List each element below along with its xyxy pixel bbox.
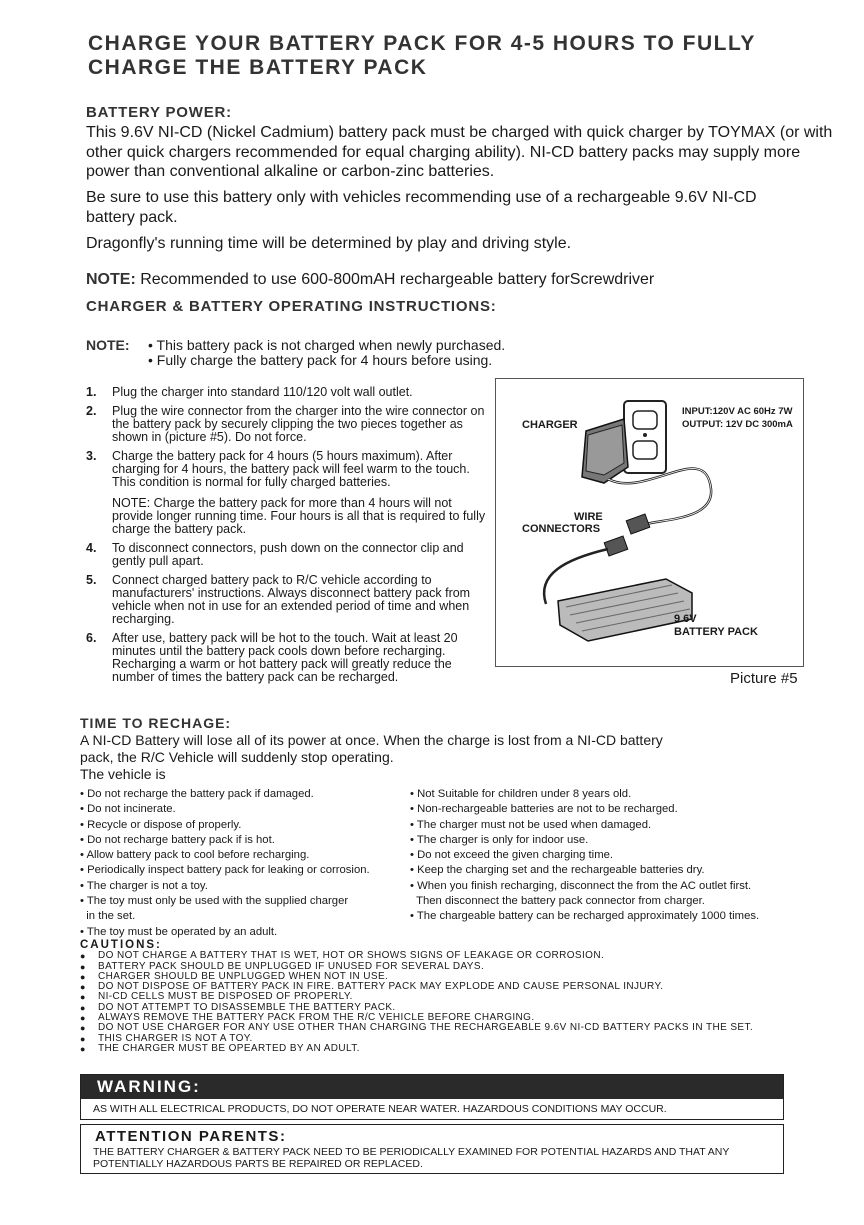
step-number: 3. [86, 449, 97, 463]
safety-list-left [80, 787, 410, 940]
step-text: Connect charged battery pack to R/C vehicle according to manufacturers' instructions. Always disconnect battery pack from vehicle when not in use for an extended period of time and when recharging. [112, 573, 471, 626]
battery-note-text: Recommended to use 600-800mAH rechargeable battery forScrewdriver [135, 271, 655, 288]
attention-text: THE BATTERY CHARGER & BATTERY PACK NEED TO BE PERIODICALLY EXAMINED FOR POTENTIAL HAZARDS AND THAT ANY POTENTIALLY HAZARDOUS PARTS BE REPAIRED OR REPLACED. [93, 1146, 730, 1170]
instructions-note-label: NOTE: [86, 337, 130, 353]
safety-item: • Allow battery pack to cool before recharging. [80, 849, 310, 862]
step-5 [86, 574, 496, 626]
step-text: Charge the battery pack for 4 hours (5 hours maximum). After charging for 4 hours, the battery pack will feel warm to the touch. This condition is normal for fully charged batteries. [112, 449, 470, 489]
attention-heading: ATTENTION PARENTS: [95, 1128, 287, 1145]
safety-item: Then disconnect the battery pack connector from charger. [410, 895, 705, 908]
step-number: 5. [86, 573, 97, 587]
caution-item: ● ALWAYS REMOVE THE BATTERY PACK FROM THE R/C VEHICLE BEFORE CHARGING. [80, 1013, 800, 1023]
safety-item: • Keep the charging set and the rechargeable batteries dry. [410, 864, 705, 877]
instructions-heading: CHARGER & BATTERY OPERATING INSTRUCTIONS: [86, 298, 497, 315]
step-text: Plug the charger into standard 110/120 volt wall outlet. [112, 385, 413, 399]
safety-item: • The charger must not be used when damaged. [410, 818, 652, 831]
attention-box [80, 1124, 784, 1174]
safety-item: • The charger is not a toy. [80, 879, 208, 892]
battery-power-paragraph-1: This 9.6V NI-CD (Nickel Cadmium) battery pack must be charged with quick charger by TOYMAX (or with other quick chargers recommended for equal charging ability). NI-CD battery packs may supply more power than conventional alkaline or carbon-zinc batteries. [86, 124, 833, 180]
safety-list-right [410, 787, 800, 925]
cautions-heading: CAUTIONS: [80, 939, 162, 951]
caution-item: ● BATTERY PACK SHOULD BE UNPLUGGED IF UNUSED FOR SEVERAL DAYS. [80, 962, 800, 972]
battery-note-label: NOTE: [86, 271, 136, 288]
cautions-block [80, 940, 800, 1054]
warning-text: AS WITH ALL ELECTRICAL PRODUCTS, DO NOT OPERATE NEAR WATER. HAZARDOUS CONDITIONS MAY OCCUR. [93, 1103, 667, 1115]
safety-item: • Do not recharge the battery pack if damaged. [80, 788, 314, 800]
safety-item: • Do not exceed the given charging time. [410, 849, 614, 862]
input-label: INPUT:120V AC 60Hz 7W [682, 406, 793, 417]
step-text: Plug the wire connector from the charger into the wire connector on the battery pack by securely clipping the two pieces together as shown in (picture #5). Do not force. [112, 404, 485, 444]
safety-item: • The toy must be operated by an adult. [80, 925, 278, 938]
wire-connector-icon [626, 514, 650, 534]
battery-pack-label: BATTERY PACK [674, 626, 758, 638]
step-1 [86, 386, 496, 399]
picture-caption: Picture #5 [730, 670, 798, 687]
page-title: CHARGE YOUR BATTERY PACK FOR 4-5 HOURS TO FULLY CHARGE THE BATTERY PACK [88, 32, 756, 79]
instructions-note-item: • Fully charge the battery pack for 4 hours before using. [148, 352, 493, 368]
battery-power-paragraph-3: Dragonfly's running time will be determined by play and driving style. [86, 235, 572, 252]
step-text: After use, battery pack will be hot to the touch. Wait at least 20 minutes until the battery pack cools down before recharging. Recharging a warm or hot battery pack will greatly reduce the number of times the battery pack can be recharged. [112, 631, 458, 684]
output-label: OUTPUT: 12V DC 300mA [682, 419, 793, 430]
recharge-heading: TIME TO RECHAGE: [80, 715, 232, 731]
safety-item: • Recycle or dispose of properly. [80, 818, 242, 831]
step-number: 4. [86, 541, 97, 555]
safety-item: • The chargeable battery can be recharged approximately 1000 times. [410, 910, 760, 923]
battery-pack-icon [558, 579, 692, 641]
safety-item: • Do not incinerate. [80, 803, 176, 816]
battery-voltage-label: 9.6V [674, 613, 697, 625]
warning-box [80, 1074, 784, 1120]
safety-item: • The toy must only be used with the supplied charger [80, 895, 349, 908]
step-number: 6. [86, 631, 97, 645]
caution-item: ● THE CHARGER MUST BE OPEARTED BY AN ADULT. [80, 1044, 800, 1054]
charger-label: CHARGER [522, 419, 578, 431]
battery-note [86, 270, 846, 290]
instructions-note-item: • This battery pack is not charged when newly purchased. [148, 337, 506, 353]
recharge-text-2: The vehicle is [80, 766, 166, 782]
battery-power-heading: BATTERY POWER: [86, 104, 232, 121]
safety-item: • Non-rechargeable batteries are not to be recharged. [410, 803, 678, 816]
step-6 [86, 632, 496, 684]
wire-label: WIRE [574, 511, 603, 523]
caution-item: ● DO NOT ATTEMPT TO DISASSEMBLE THE BATTERY PACK. [80, 1003, 800, 1013]
step-3-note [112, 497, 496, 536]
step-3-note-label: NOTE: [112, 496, 151, 510]
recharge-text: A NI-CD Battery will lose all of its power at once. When the charge is lost from a NI-CD battery pack, the R/C Vehicle will suddenly stop operating. [80, 732, 663, 765]
safety-item: • Not Suitable for children under 8 years old. [410, 788, 632, 800]
safety-item: • When you finish recharging, disconnect the from the AC outlet first. [410, 879, 752, 892]
charger-diagram [495, 378, 804, 667]
step-text: To disconnect connectors, push down on the connector clip and gently pull apart. [112, 541, 464, 568]
caution-item: ● DO NOT DISPOSE OF BATTERY PACK IN FIRE. BATTERY PACK MAY EXPLODE AND CAUSE PERSONAL INJURY. [80, 982, 800, 992]
caution-item: ● DO NOT USE CHARGER FOR ANY USE OTHER THAN CHARGING THE RECHARGEABLE 9.6V NI-CD BATTERY PACKS IN THE SET. [80, 1023, 800, 1033]
warning-heading: WARNING: [81, 1075, 783, 1099]
safety-item: • Periodically inspect battery pack for leaking or corrosion. [80, 864, 370, 877]
caution-item: ● THIS CHARGER IS NOT A TOY. [80, 1034, 800, 1044]
safety-item: in the set. [80, 910, 136, 923]
step-3 [86, 450, 496, 536]
safety-item: • Do not recharge battery pack if is hot. [80, 833, 275, 846]
step-number: 2. [86, 404, 97, 418]
instruction-steps [86, 386, 496, 690]
connectors-label: CONNECTORS [522, 523, 601, 535]
wire-connector-icon [604, 536, 628, 556]
step-3-note-text: Charge the battery pack for more than 4 hours will not provide longer running time. Four hours is all that is required to fully charge the battery pack. [112, 496, 486, 536]
step-2 [86, 405, 496, 444]
safety-item: • The charger is only for indoor use. [410, 833, 589, 846]
step-number: 1. [86, 385, 97, 399]
step-4 [86, 542, 496, 568]
caution-item: ● CHARGER SHOULD BE UNPLUGGED WHEN NOT IN USE. [80, 972, 800, 982]
caution-item: ● NI-CD CELLS MUST BE DISPOSED OF PROPERLY. [80, 992, 800, 1002]
battery-power-paragraph-2: Be sure to use this battery only with vehicles recommending use of a rechargeable 9.6V NI-CD battery pack. [86, 189, 757, 226]
caution-item: ● DO NOT CHARGE A BATTERY THAT IS WET, HOT OR SHOWS SIGNS OF LEAKAGE OR CORROSION. [80, 951, 800, 961]
